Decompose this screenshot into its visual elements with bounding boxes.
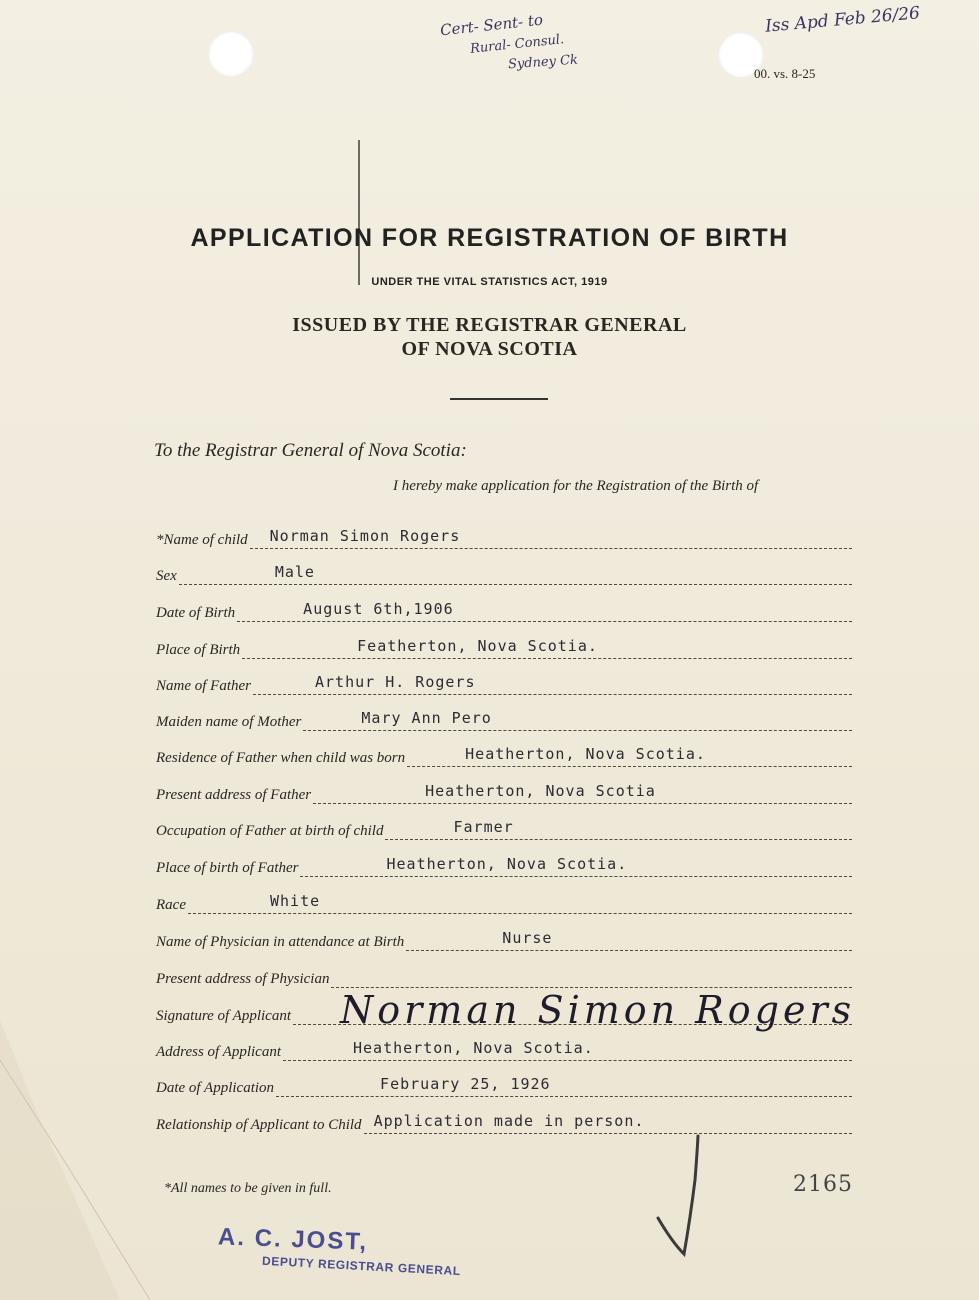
field-value: Arthur H. Rogers [315,673,476,691]
field-value: Norman Simon Rogers [269,527,461,545]
handwritten-note-line3: Sydney Ck [507,52,579,73]
field-label: Residence of Father when child was born [156,750,406,766]
form-title: APPLICATION FOR REGISTRATION OF BIRTH [190,224,789,252]
field-father-residence [156,745,852,767]
field-label: Name of Physician in attendance at Birth [156,934,405,950]
checkmark-icon [640,1130,720,1260]
footnote: *All names to be given in full. [164,1181,332,1196]
field-value: White [269,892,321,910]
issuer-line1: ISSUED BY THE REGISTRAR GENERAL [292,314,687,336]
field-value: Application made in person. [373,1112,645,1130]
handwritten-note-line1: Cert- Sent- to [439,10,544,40]
field-father-address [156,782,852,804]
punch-hole-left [208,31,254,77]
pencil-mark [358,140,360,285]
field-race [156,892,852,914]
field-applicant-address [156,1039,852,1061]
field-value: Male [274,563,315,581]
form-number: 00. vs. 8-25 [754,66,816,81]
issuer [0,313,979,361]
field-value: Heatherton, Nova Scotia. [465,745,706,763]
field-label: Address of Applicant [156,1044,281,1060]
field-label: Place of birth of Father [156,860,299,876]
stamp-title: DEPUTY REGISTRAR GENERAL [261,1253,462,1279]
field-label: Present address of Physician [156,971,330,987]
field-label: Present address of Father [156,787,312,803]
intro-text: I hereby make application for the Registration of the Birth of [393,478,759,494]
field-value: Featherton, Nova Scotia. [357,637,598,655]
field-sex [156,563,852,585]
field-place-of-birth [156,637,852,659]
field-value: Heatherton, Nova Scotia. [353,1039,594,1057]
field-value: Farmer [453,818,514,836]
field-child-name [156,527,852,549]
field-value: February 25, 1926 [380,1075,551,1093]
field-label: Date of Application [156,1080,275,1096]
field-value: Mary Ann Pero [361,709,492,727]
stamp-name: A. C. JOST, [217,1223,369,1256]
applicant-signature: Norman Simon Rogers [340,988,856,1032]
form-subtitle: UNDER THE VITAL STATISTICS ACT, 1919 [371,276,608,288]
field-label: Place of Birth [156,642,241,658]
field-value: August 6th,1906 [303,600,454,618]
field-label: Occupation of Father at birth of child [156,823,384,839]
field-label: *Name of child [156,532,248,548]
field-physician-name [156,929,852,951]
field-father-name [156,673,852,695]
divider [450,398,548,400]
field-father-birthplace [156,855,852,877]
paper-wear [0,1000,170,1300]
field-father-occupation [156,818,852,840]
handwritten-issue-note: Iss Apd Feb 26/26 [764,3,921,37]
field-value: Nurse [502,929,553,947]
field-value: Heatherton, Nova Scotia. [386,855,628,873]
field-label: Name of Father [156,678,251,694]
field-label: Date of Birth [156,605,236,621]
addressee: To the Registrar General of Nova Scotia: [154,440,467,461]
field-mother-maiden-name [156,709,852,731]
field-label: Race [156,897,186,913]
record-number: 2165 [793,1172,853,1197]
field-value: Heatherton, Nova Scotia [425,782,656,800]
issuer-line2: OF NOVA SCOTIA [401,338,578,360]
field-date-of-birth [156,600,852,622]
field-application-date [156,1075,852,1097]
field-label: Signature of Applicant [156,1008,291,1024]
field-physician-address [156,966,852,988]
field-label: Sex [156,568,177,584]
field-relationship [156,1112,852,1134]
handwritten-note-line2: Rural- Consul. [469,32,565,57]
field-label: Relationship of Applicant to Child [156,1117,362,1133]
field-label: Maiden name of Mother [156,714,302,730]
